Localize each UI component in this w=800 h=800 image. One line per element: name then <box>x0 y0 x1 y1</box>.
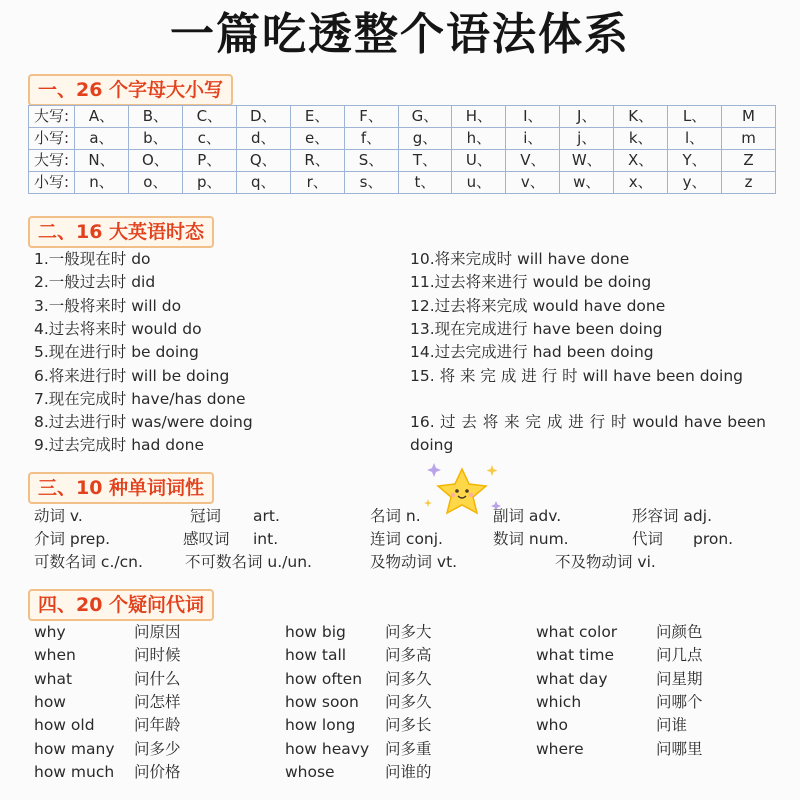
question-word: when <box>34 646 76 665</box>
question-word: how long <box>285 716 356 735</box>
alphabet-cell: m <box>722 128 776 150</box>
page-title: 一篇吃透整个语法体系 <box>170 9 630 60</box>
alphabet-cell: H、 <box>452 106 506 128</box>
alphabet-cell: L、 <box>668 106 722 128</box>
part-of-speech-term: int. <box>253 530 279 548</box>
alphabet-cell: l、 <box>668 128 722 150</box>
alphabet-cell: u、 <box>452 172 506 194</box>
alphabet-cell: n、 <box>75 172 129 194</box>
question-word-meaning: 问多长 <box>385 716 432 735</box>
question-word-meaning: 问多久 <box>385 669 432 688</box>
part-of-speech-term: 数词 num. <box>493 530 569 548</box>
section-heading-letters: 一、26 个字母大小写 <box>28 74 233 106</box>
part-of-speech-term: 冠词 <box>190 507 222 525</box>
question-word: how <box>34 692 66 711</box>
alphabet-cell: A、 <box>75 106 129 128</box>
tense-item: 14.过去完成进行 had been doing <box>410 343 654 362</box>
alphabet-cell: e、 <box>290 128 344 150</box>
question-word-meaning: 问谁的 <box>385 762 432 781</box>
question-word-meaning: 问颜色 <box>656 623 703 641</box>
alphabet-cell: V、 <box>506 150 560 172</box>
question-word: where <box>536 739 584 758</box>
part-of-speech-term: 介词 prep. <box>34 530 111 548</box>
question-word: who <box>536 716 568 735</box>
section-heading-question-words: 四、20 个疑问代词 <box>28 589 214 621</box>
question-word-meaning: 问价格 <box>134 762 181 781</box>
alphabet-cell: R、 <box>290 150 344 172</box>
alphabet-cell: h、 <box>452 128 506 150</box>
alphabet-cell: D、 <box>236 106 290 128</box>
tense-item: 1.一般现在时 do <box>34 250 151 268</box>
alphabet-cell: G、 <box>398 106 452 128</box>
alphabet-cell: Y、 <box>668 150 722 172</box>
question-word-meaning: 问多少 <box>134 739 181 758</box>
alphabet-cell: a、 <box>75 128 129 150</box>
tense-item: 10.将来完成时 will have done <box>410 250 630 268</box>
alphabet-cell: b、 <box>128 128 182 150</box>
alphabet-cell: M <box>722 106 776 128</box>
question-word-meaning: 问年龄 <box>134 716 181 735</box>
alphabet-row-label: 小写: <box>29 172 75 194</box>
alphabet-row <box>29 106 776 128</box>
tense-item: 11.过去将来进行 would be doing <box>410 273 652 292</box>
part-of-speech-term: pron. <box>693 530 734 548</box>
section-heading-parts-of-speech: 三、10 种单词词性 <box>28 472 214 504</box>
question-word-meaning: 问谁 <box>656 716 688 735</box>
alphabet-cell: p、 <box>182 172 236 194</box>
question-word: which <box>536 692 582 711</box>
alphabet-cell: t、 <box>398 172 452 194</box>
alphabet-cell: z <box>722 172 776 194</box>
alphabet-cell: Q、 <box>236 150 290 172</box>
alphabet-cell: O、 <box>128 150 182 172</box>
question-word-meaning: 问哪个 <box>656 692 703 711</box>
alphabet-cell: w、 <box>560 172 614 194</box>
alphabet-cell: r、 <box>290 172 344 194</box>
part-of-speech-term: 名词 n. <box>370 507 421 525</box>
question-word: how much <box>34 762 115 781</box>
alphabet-cell: c、 <box>182 128 236 150</box>
alphabet-cell: g、 <box>398 128 452 150</box>
alphabet-cell: j、 <box>560 128 614 150</box>
alphabet-cell: k、 <box>614 128 668 150</box>
question-word-meaning: 问怎样 <box>134 692 181 711</box>
alphabet-cell: y、 <box>668 172 722 194</box>
alphabet-cell: s、 <box>344 172 398 194</box>
part-of-speech-term: 感叹词 <box>183 530 230 548</box>
alphabet-cell: Z <box>722 150 776 172</box>
alphabet-row-label: 大写: <box>29 150 75 172</box>
alphabet-cell: P、 <box>182 150 236 172</box>
section-heading-tenses: 二、16 大英语时态 <box>28 216 214 248</box>
question-word: why <box>34 623 66 641</box>
tense-item: 6.将来进行时 will be doing <box>34 366 230 385</box>
part-of-speech-term: art. <box>253 507 280 525</box>
question-word-meaning: 问多高 <box>385 646 432 665</box>
alphabet-cell: B、 <box>128 106 182 128</box>
tense-item: 13.现在完成进行 have been doing <box>410 319 663 338</box>
part-of-speech-term: 副词 adv. <box>493 507 562 525</box>
tense-item: 15. 将 来 完 成 进 行 时 will have been doing <box>410 366 744 385</box>
alphabet-cell: U、 <box>452 150 506 172</box>
alphabet-cell: W、 <box>560 150 614 172</box>
part-of-speech-term: 形容词 adj. <box>632 507 712 525</box>
tense-item: 12.过去将来完成 would have done <box>410 296 666 315</box>
tense-item: 7.现在完成时 have/has done <box>34 389 246 408</box>
alphabet-table <box>28 105 776 194</box>
alphabet-row <box>29 150 776 172</box>
question-word: how heavy <box>285 739 370 758</box>
question-word-meaning: 问什么 <box>134 669 181 688</box>
tense-item: 16. 过 去 将 来 完 成 进 行 时 would have been doing <box>410 413 766 455</box>
alphabet-cell: C、 <box>182 106 236 128</box>
question-word-meaning: 问多久 <box>385 692 432 711</box>
alphabet-cell: T、 <box>398 150 452 172</box>
question-word-meaning: 问原因 <box>134 623 181 641</box>
part-of-speech-term: 代词 <box>632 530 664 548</box>
alphabet-row <box>29 172 776 194</box>
part-of-speech-term: 动词 v. <box>34 507 83 525</box>
tense-item: 4.过去将来时 would do <box>34 319 202 338</box>
tense-item: 2.一般过去时 did <box>34 273 156 292</box>
question-word-meaning: 问多重 <box>385 739 432 758</box>
part-of-speech-term: 连词 conj. <box>370 530 443 548</box>
alphabet-cell: d、 <box>236 128 290 150</box>
tense-item: 8.过去进行时 was/were doing <box>34 413 253 432</box>
tense-item: 9.过去完成时 had done <box>34 436 204 455</box>
question-word: what color <box>536 623 618 641</box>
part-of-speech-term: 可数名词 c./cn. <box>34 553 143 571</box>
question-word: whose <box>285 762 335 781</box>
alphabet-cell: F、 <box>344 106 398 128</box>
tense-item: 5.现在进行时 be doing <box>34 343 199 362</box>
alphabet-cell: E、 <box>290 106 344 128</box>
part-of-speech-term: 不可数名词 u./un. <box>185 553 312 571</box>
question-word-meaning: 问几点 <box>656 646 703 665</box>
alphabet-row <box>29 128 776 150</box>
question-word: what <box>34 669 73 688</box>
question-word: how tall <box>285 646 347 665</box>
alphabet-cell: f、 <box>344 128 398 150</box>
question-word: how many <box>34 739 115 758</box>
alphabet-cell: i、 <box>506 128 560 150</box>
alphabet-cell: K、 <box>614 106 668 128</box>
alphabet-row-label: 小写: <box>29 128 75 150</box>
question-word: how often <box>285 669 363 688</box>
alphabet-cell: S、 <box>344 150 398 172</box>
alphabet-cell: J、 <box>560 106 614 128</box>
question-word-meaning: 问多大 <box>385 623 432 641</box>
question-word-meaning: 问星期 <box>656 669 703 688</box>
part-of-speech-term: 及物动词 vt. <box>370 553 458 571</box>
question-word: what time <box>536 646 615 665</box>
question-word-meaning: 问时候 <box>134 646 181 665</box>
question-word: what day <box>536 669 608 688</box>
part-of-speech-term: 不及物动词 vi. <box>555 553 656 571</box>
alphabet-cell: I、 <box>506 106 560 128</box>
question-word: how big <box>285 623 346 641</box>
alphabet-row-label: 大写: <box>29 106 75 128</box>
alphabet-cell: x、 <box>614 172 668 194</box>
alphabet-cell: X、 <box>614 150 668 172</box>
question-word-meaning: 问哪里 <box>656 739 703 758</box>
question-word: how soon <box>285 692 359 711</box>
alphabet-cell: N、 <box>75 150 129 172</box>
tense-item: 3.一般将来时 will do <box>34 296 182 315</box>
question-word: how old <box>34 716 95 735</box>
alphabet-cell: o、 <box>128 172 182 194</box>
alphabet-cell: q、 <box>236 172 290 194</box>
alphabet-cell: v、 <box>506 172 560 194</box>
